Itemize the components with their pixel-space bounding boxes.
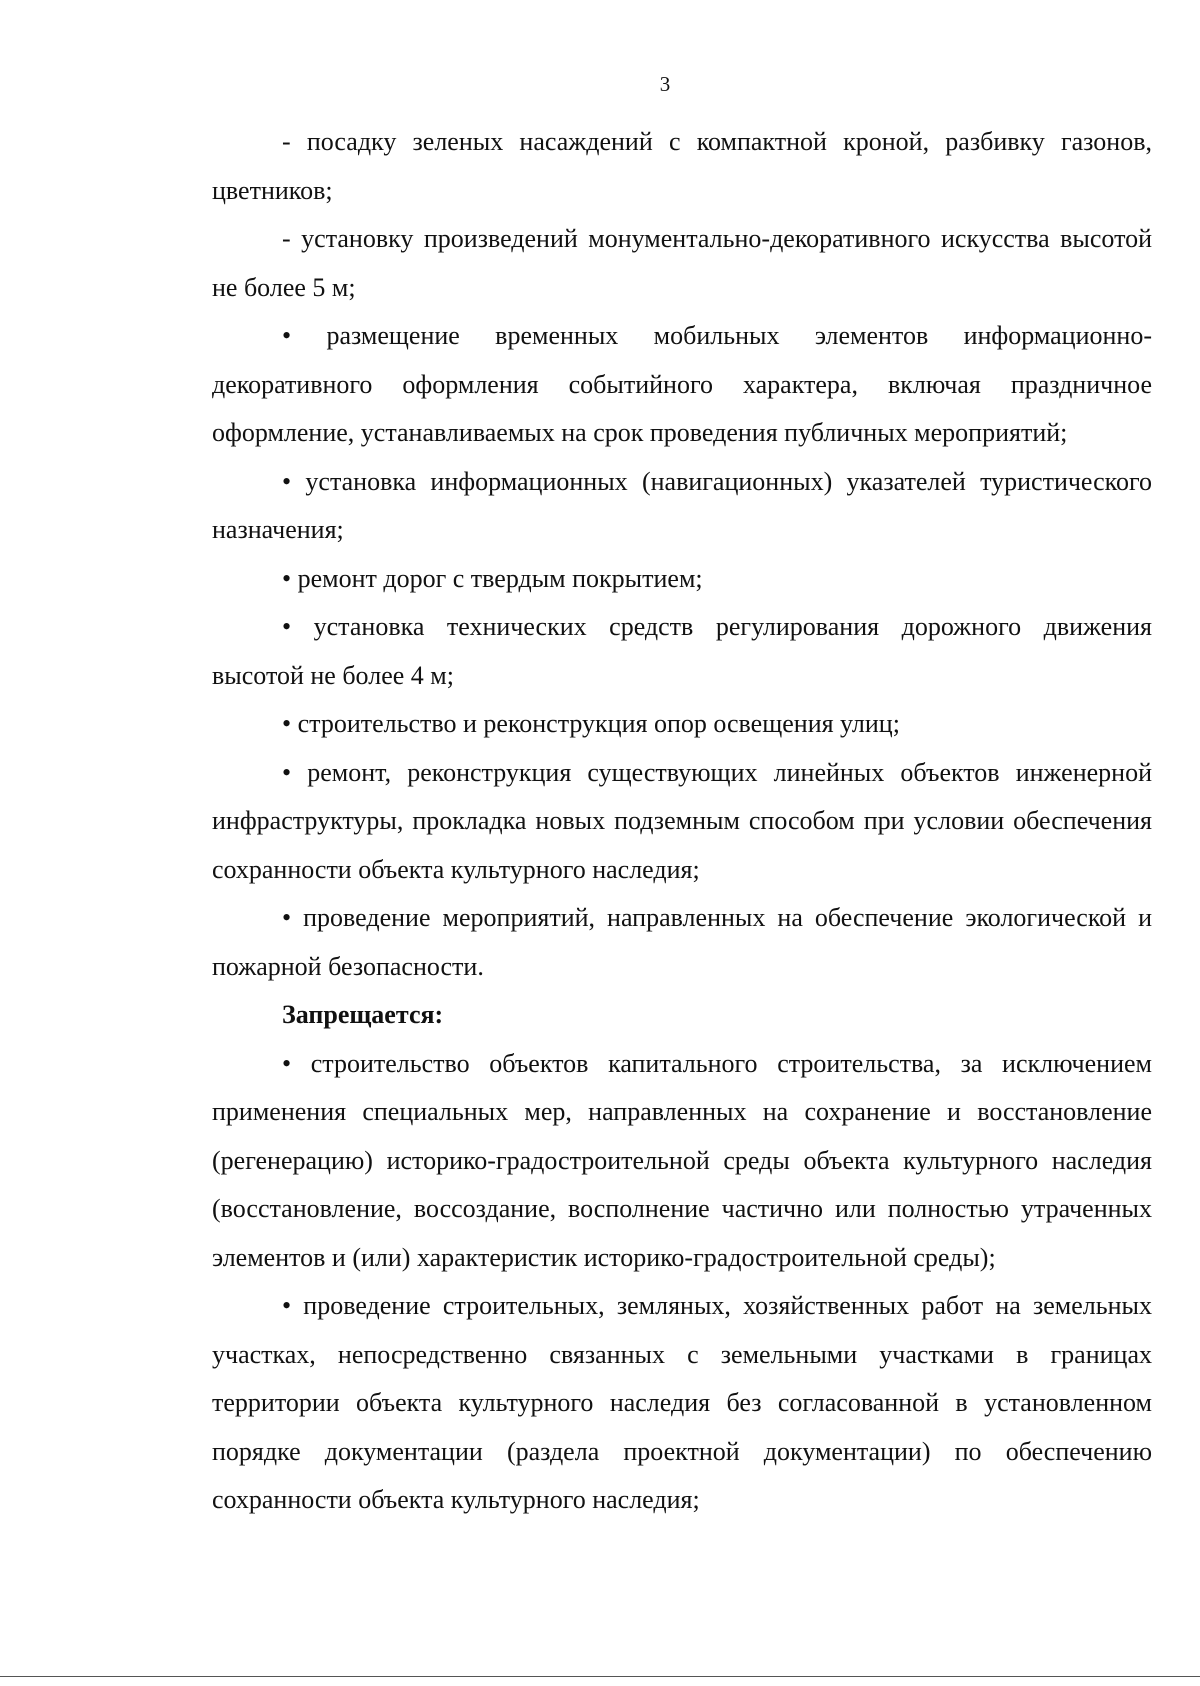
- paragraph-temporary-elements: • размещение временных мобильных элементов информационно-декоративного оформления событийного характера, включая праздничное оформление, устанавливаемых на срок проведения публичных мероприятий;: [212, 321, 1152, 447]
- paragraph-planting: - посадку зеленых насаждений с компактной кроной, разбивку газонов, цветников;: [212, 127, 1152, 205]
- paragraph-street-lighting: • строительство и реконструкция опор освещения улиц;: [282, 709, 900, 738]
- scan-bottom-edge-line: [0, 1676, 1200, 1677]
- section-heading-prohibited: Запрещается:: [282, 1000, 444, 1029]
- paragraph-infrastructure: • ремонт, реконструкция существующих линейных объектов инженерной инфраструктуры, прокладка новых подземным способом при условии обеспечения сохранности объекта культурного наследия;: [212, 757, 1152, 884]
- paragraph-tourist-signs: • установка информационных (навигационных) указателей туристического назначения;: [212, 466, 1152, 544]
- document-body: [212, 118, 1152, 1525]
- paragraph-traffic-control: • установка технических средств регулирования дорожного движения высотой не более 4 м;: [212, 612, 1152, 690]
- paragraph-road-repair: • ремонт дорог с твердым покрытием;: [282, 563, 703, 593]
- paragraph-monuments: - установку произведений монументально-декоративного искусства высотой не более 5 м;: [212, 224, 1152, 302]
- paragraph-prohibited-construction: • строительство объектов капитального строительства, за исключением применения специальных мер, направленных на сохранение и восстановление (регенерацию) историко-градостроительной среды объекта культурного наследия (восстановление, воссоздание, восполнение частично или полностью утраченных элементов и (или) характеристик историко-градостроительной среды);: [212, 1048, 1152, 1272]
- paragraph-safety-measures: • проведение мероприятий, направленных на обеспечение экологической и пожарной безопасности.: [212, 903, 1152, 981]
- paragraph-prohibited-works: • проведение строительных, земляных, хозяйственных работ на земельных участках, непосредственно связанных с земельными участками в границах территории объекта культурного наследия без согласованной в установленном порядке документации (раздела проектной документации) по обеспечению сохранности объекта культурного наследия;: [212, 1291, 1152, 1514]
- page-number: 3: [659, 72, 671, 96]
